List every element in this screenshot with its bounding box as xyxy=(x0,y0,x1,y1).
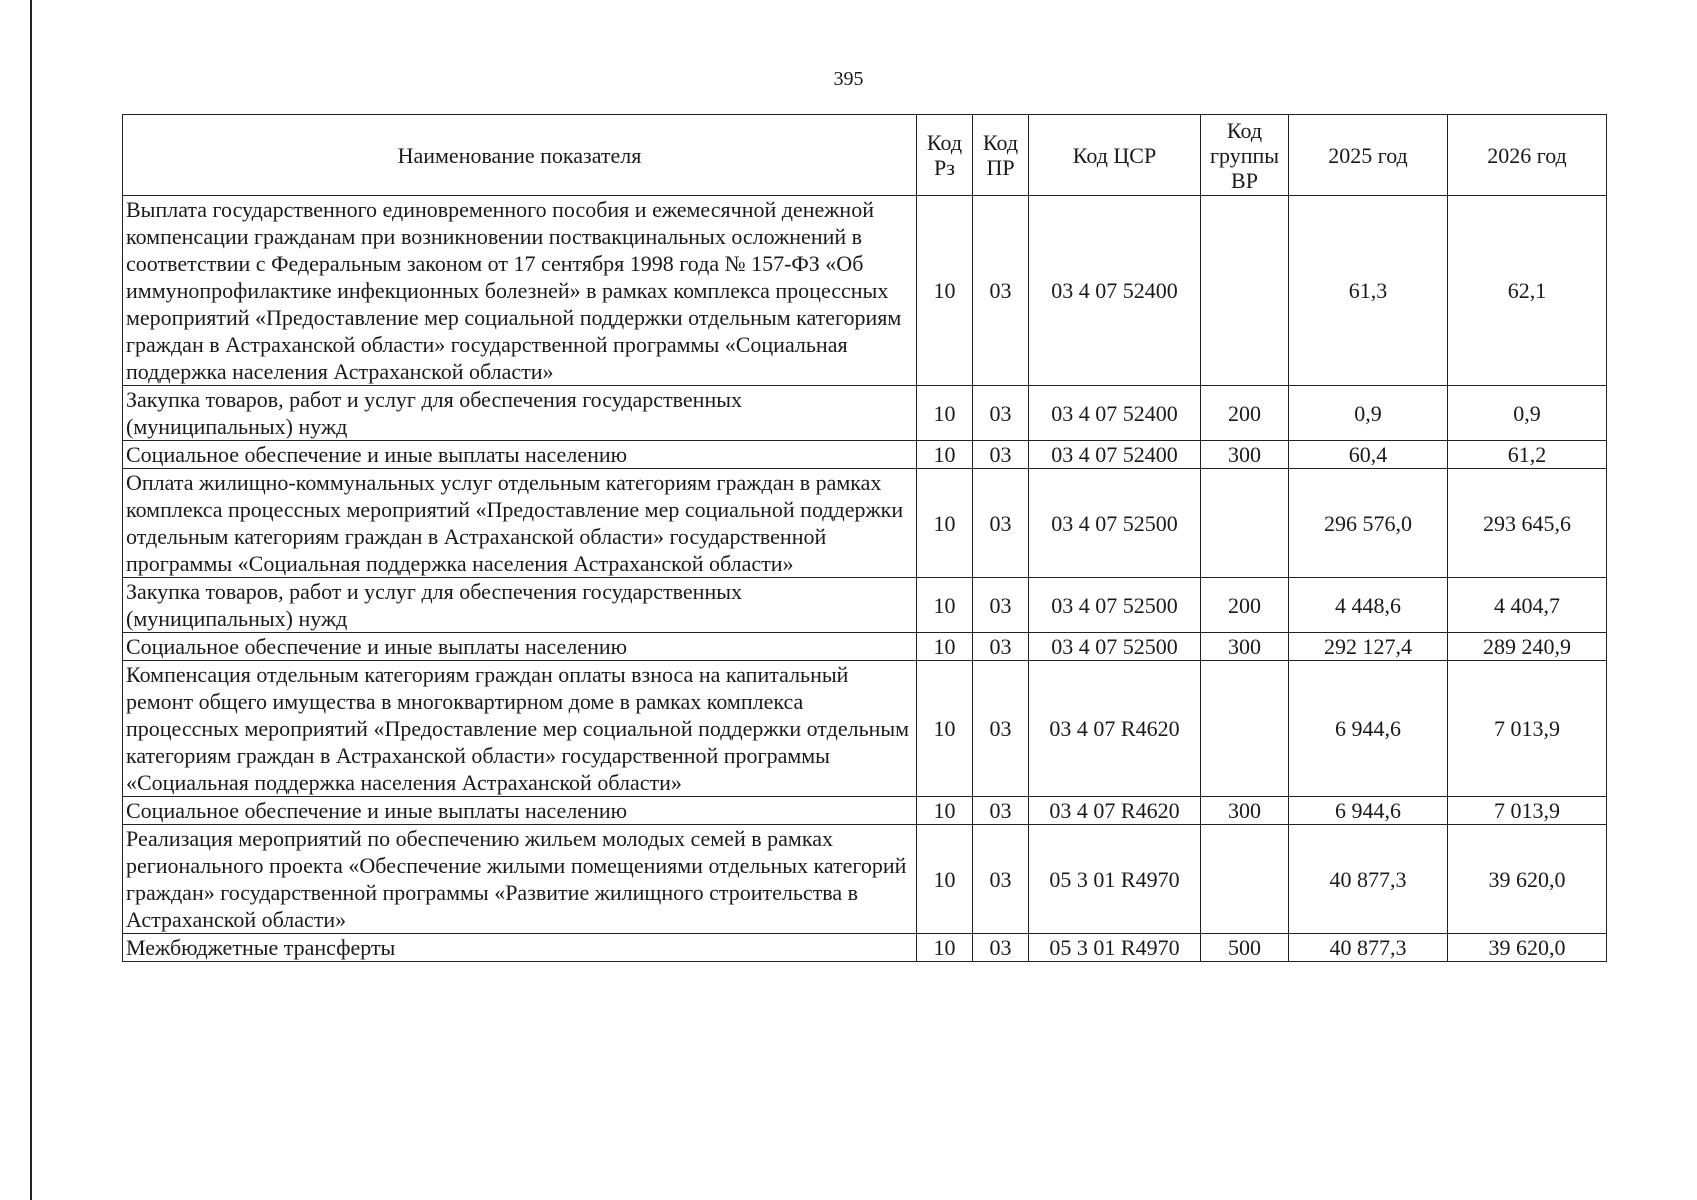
row-2025: 4 448,6 xyxy=(1289,578,1448,633)
row-2026: 39 620,0 xyxy=(1448,934,1607,962)
row-rz: 10 xyxy=(917,578,973,633)
row-csr: 03 4 07 52500 xyxy=(1029,469,1201,578)
header-csr: Код ЦСР xyxy=(1029,115,1201,196)
table-header-row xyxy=(123,115,1607,196)
row-vr: 200 xyxy=(1201,578,1289,633)
table-row xyxy=(123,934,1607,962)
row-rz: 10 xyxy=(917,196,973,386)
row-csr: 03 4 07 52500 xyxy=(1029,633,1201,661)
table-row xyxy=(123,578,1607,633)
row-pr: 03 xyxy=(973,797,1029,825)
row-2025: 61,3 xyxy=(1289,196,1448,386)
row-pr: 03 xyxy=(973,633,1029,661)
row-csr: 03 4 07 52400 xyxy=(1029,196,1201,386)
table-row xyxy=(123,196,1607,386)
row-pr: 03 xyxy=(973,469,1029,578)
row-csr: 03 4 07 52500 xyxy=(1029,578,1201,633)
row-2025: 40 877,3 xyxy=(1289,934,1448,962)
table-row xyxy=(123,797,1607,825)
row-2025: 296 576,0 xyxy=(1289,469,1448,578)
row-name: Реализация мероприятий по обеспечению жильем молодых семей в рамках регионального проекта «Обеспечение жилыми помещениями отдельных категорий граждан» государственной программы «Развитие жилищного строительства в Астраханской области» xyxy=(123,825,917,934)
row-2025: 292 127,4 xyxy=(1289,633,1448,661)
row-2026: 61,2 xyxy=(1448,441,1607,469)
row-2025: 6 944,6 xyxy=(1289,797,1448,825)
page-margin-line xyxy=(30,0,32,1200)
row-csr: 05 3 01 R4970 xyxy=(1029,825,1201,934)
row-name: Социальное обеспечение и иные выплаты населению xyxy=(123,797,917,825)
row-rz: 10 xyxy=(917,633,973,661)
row-pr: 03 xyxy=(973,386,1029,441)
row-name: Оплата жилищно-коммунальных услуг отдельным категориям граждан в рамках комплекса процессных мероприятий «Предоставление мер социальной поддержки отдельным категориям граждан в Астраханской области» государственной программы «Социальная поддержка населения Астраханской области» xyxy=(123,469,917,578)
row-csr: 03 4 07 52400 xyxy=(1029,386,1201,441)
row-rz: 10 xyxy=(917,797,973,825)
row-csr: 05 3 01 R4970 xyxy=(1029,934,1201,962)
header-2025: 2025 год xyxy=(1289,115,1448,196)
table-row xyxy=(123,441,1607,469)
table-row xyxy=(123,386,1607,441)
row-name: Социальное обеспечение и иные выплаты населению xyxy=(123,633,917,661)
row-csr: 03 4 07 R4620 xyxy=(1029,661,1201,797)
table-row xyxy=(123,469,1607,578)
row-pr: 03 xyxy=(973,825,1029,934)
row-rz: 10 xyxy=(917,469,973,578)
row-pr: 03 xyxy=(973,934,1029,962)
row-2026: 39 620,0 xyxy=(1448,825,1607,934)
row-rz: 10 xyxy=(917,386,973,441)
row-name: Закупка товаров, работ и услуг для обеспечения государственных (муниципальных) нужд xyxy=(123,386,917,441)
row-vr: 300 xyxy=(1201,441,1289,469)
row-vr xyxy=(1201,825,1289,934)
header-rz: Код Рз xyxy=(917,115,973,196)
budget-table xyxy=(122,114,1607,962)
row-name: Межбюджетные трансферты xyxy=(123,934,917,962)
row-2025: 6 944,6 xyxy=(1289,661,1448,797)
row-name: Выплата государственного единовременного пособия и ежемесячной денежной компенсации гражданам при возникновении поствакцинальных осложнений в соответствии с Федеральным законом от 17 сентября 1998 года № 157-ФЗ «Об иммунопрофилактике инфекционных болезней» в рамках комплекса процессных мероприятий «Предоставление мер социальной поддержки отдельным категориям граждан в Астраханской области» государственной программы «Социальная поддержка населения Астраханской области» xyxy=(123,196,917,386)
header-name: Наименование показателя xyxy=(123,115,917,196)
row-vr: 300 xyxy=(1201,633,1289,661)
row-pr: 03 xyxy=(973,578,1029,633)
row-vr: 300 xyxy=(1201,797,1289,825)
row-rz: 10 xyxy=(917,441,973,469)
page-number: 395 xyxy=(833,68,864,90)
header-2026: 2026 год xyxy=(1448,115,1607,196)
row-csr: 03 4 07 R4620 xyxy=(1029,797,1201,825)
header-pr: Код ПР xyxy=(973,115,1029,196)
row-vr: 500 xyxy=(1201,934,1289,962)
row-2026: 7 013,9 xyxy=(1448,661,1607,797)
row-2026: 293 645,6 xyxy=(1448,469,1607,578)
header-vr: Код группы ВР xyxy=(1201,115,1289,196)
row-rz: 10 xyxy=(917,661,973,797)
row-csr: 03 4 07 52400 xyxy=(1029,441,1201,469)
row-rz: 10 xyxy=(917,825,973,934)
row-name: Закупка товаров, работ и услуг для обеспечения государственных (муниципальных) нужд xyxy=(123,578,917,633)
row-pr: 03 xyxy=(973,441,1029,469)
table-row xyxy=(123,661,1607,797)
row-2026: 0,9 xyxy=(1448,386,1607,441)
row-2026: 62,1 xyxy=(1448,196,1607,386)
row-rz: 10 xyxy=(917,934,973,962)
row-2025: 40 877,3 xyxy=(1289,825,1448,934)
row-name: Социальное обеспечение и иные выплаты населению xyxy=(123,441,917,469)
row-vr xyxy=(1201,661,1289,797)
row-vr xyxy=(1201,196,1289,386)
table-row xyxy=(123,825,1607,934)
row-2026: 7 013,9 xyxy=(1448,797,1607,825)
row-2025: 60,4 xyxy=(1289,441,1448,469)
row-pr: 03 xyxy=(973,196,1029,386)
row-name: Компенсация отдельным категориям граждан оплаты взноса на капитальный ремонт общего имущества в многоквартирном доме в рамках комплекса процессных мероприятий «Предоставление мер социальной поддержки отдельным категориям граждан в Астраханской области» государственной программы «Социальная поддержка населения Астраханской области» xyxy=(123,661,917,797)
row-2026: 4 404,7 xyxy=(1448,578,1607,633)
row-2026: 289 240,9 xyxy=(1448,633,1607,661)
row-pr: 03 xyxy=(973,661,1029,797)
row-vr: 200 xyxy=(1201,386,1289,441)
row-2025: 0,9 xyxy=(1289,386,1448,441)
row-vr xyxy=(1201,469,1289,578)
table-row xyxy=(123,633,1607,661)
